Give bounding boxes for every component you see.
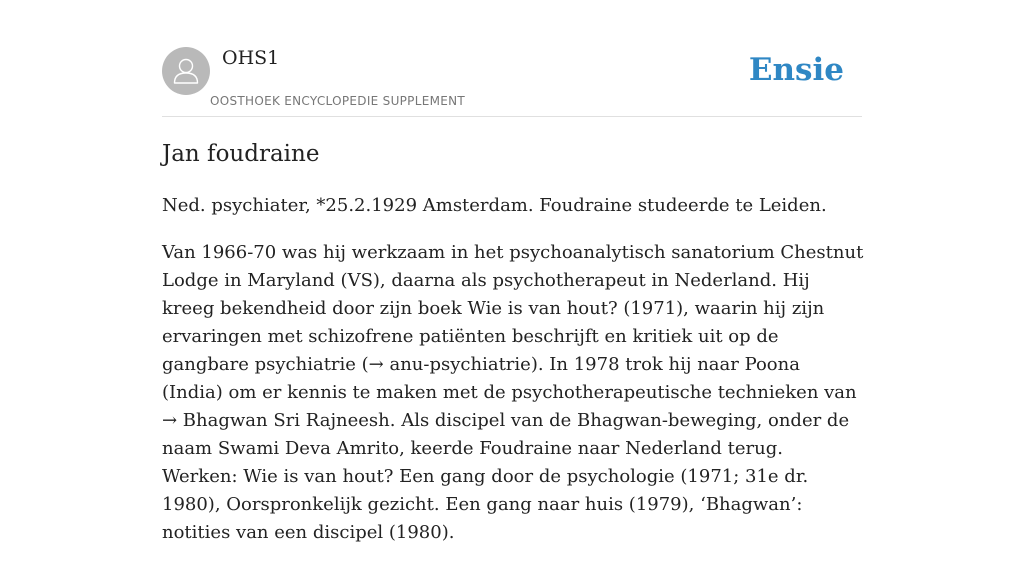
article-body [162,192,864,566]
user-icon [162,47,210,95]
article-paragraph: Van 1966-70 was hij werkzaam in het psychoanalytisch sanatorium Chestnut Lodge in Maryland (VS), daarna als psychotherapeut in Nederland. Hij kreeg bekendheid door zijn boek Wie is van hout? (1971), waarin hij zijn ervaringen met schizofrene patiënten beschrijft en kritiek uit op de gangbare psychiatrie (→ anu-psychiatrie). In 1978 trok hij naar Poona (India) om er kennis te maken met de psychotherapeutische technieken van → Bhagwan Sri Rajneesh. Als discipel van de Bhagwan-beweging, onder de naam Swami Deva Amrito, keerde Foudraine naar Nederland terug. Werken: Wie is van hout? Een gang door de psychologie (1971; 31e dr. 1980), Oorspronkelijk gezicht. Een gang naar huis (1979), ‘Bhagwan’: notities van een discipel (1980). [162,242,864,543]
article-paragraph: Ned. psychiater, *25.2.1929 Amsterdam. Foudraine studeerde te Leiden. [162,195,827,216]
author-avatar[interactable] [162,47,210,95]
source-label[interactable]: OOSTHOEK ENCYCLOPEDIE SUPPLEMENT [210,94,466,108]
page-title: Jan foudraine [162,141,320,167]
brand-logo[interactable]: Ensie [748,52,844,88]
author-name[interactable]: OHS1 [222,47,280,69]
article-header [162,46,862,117]
